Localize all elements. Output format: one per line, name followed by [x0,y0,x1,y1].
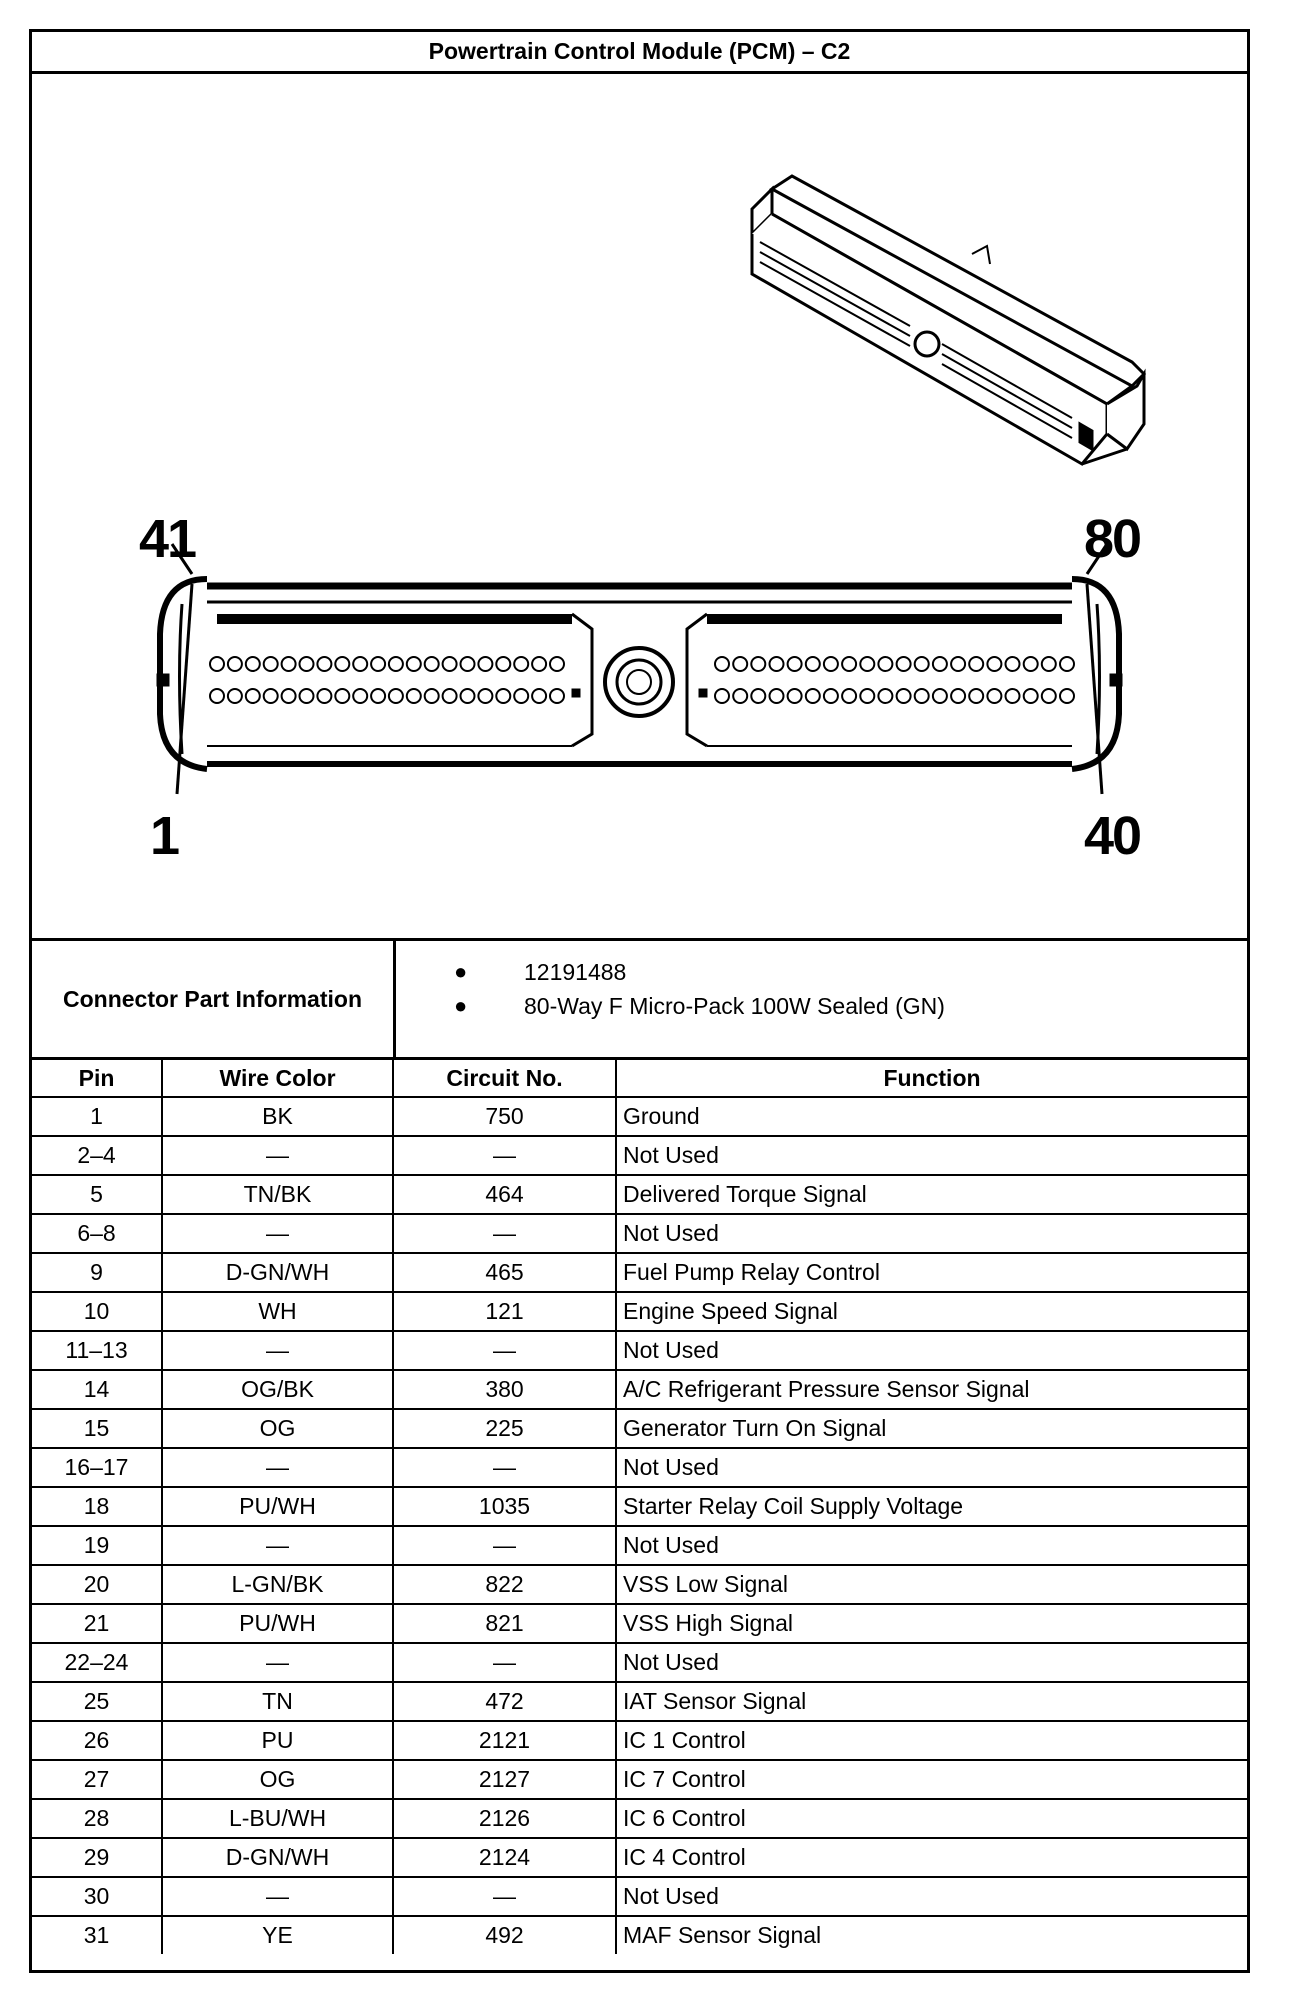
cell-pin: 15 [32,1409,162,1448]
pin-hole [210,689,224,703]
cell-function: Not Used [616,1448,1247,1487]
pin-hole [532,657,546,671]
pin-hole [461,657,475,671]
cell-wire-color: TN/BK [162,1175,393,1214]
pin-hole [860,689,874,703]
cell-circuit-no: 225 [393,1409,616,1448]
table-row [32,1487,1247,1526]
pin-hole [514,689,528,703]
cell-function: Not Used [616,1643,1247,1682]
cell-function: MAF Sensor Signal [616,1916,1247,1954]
table-row [32,1604,1247,1643]
pin-hole [228,689,242,703]
pin-hole [335,689,349,703]
pin-hole [550,657,564,671]
table-row [32,1097,1247,1136]
pin-hole [878,689,892,703]
cell-circuit-no: 821 [393,1604,616,1643]
cell-pin: 5 [32,1175,162,1214]
cell-function: IC 4 Control [616,1838,1247,1877]
page-title: Powertrain Control Module (PCM) – C2 [32,32,1247,74]
cell-circuit-no: 465 [393,1253,616,1292]
cell-pin: 21 [32,1604,162,1643]
pin-hole [933,689,947,703]
pin-hole [425,657,439,671]
pin-hole [443,657,457,671]
cell-wire-color: — [162,1214,393,1253]
pin-hole [842,657,856,671]
pin-hole [246,657,260,671]
pin-hole [443,689,457,703]
pin-hole [878,657,892,671]
pin-hole [353,657,367,671]
cell-circuit-no: — [393,1136,616,1175]
cell-pin: 29 [32,1838,162,1877]
table-row [32,1760,1247,1799]
table-row [32,1175,1247,1214]
cell-wire-color: L-BU/WH [162,1799,393,1838]
cell-function: Fuel Pump Relay Control [616,1253,1247,1292]
pin-hole [300,689,314,703]
table-row [32,1214,1247,1253]
pin-hole [860,657,874,671]
connector-diagram [32,74,1247,941]
cell-wire-color: D-GN/WH [162,1838,393,1877]
connector-description: 80-Way F Micro-Pack 100W Sealed (GN) [524,992,945,1019]
cell-pin: 16–17 [32,1448,162,1487]
cell-pin: 14 [32,1370,162,1409]
cell-circuit-no: 121 [393,1292,616,1331]
pin-hole [897,657,911,671]
cell-function: Engine Speed Signal [616,1292,1247,1331]
table-row [32,1448,1247,1487]
connector-info-label: Connector Part Information [32,941,396,1057]
cell-pin: 2–4 [32,1136,162,1175]
pin-hole [210,657,224,671]
cell-circuit-no: 2121 [393,1721,616,1760]
pin-hole [969,689,983,703]
cell-function: VSS Low Signal [616,1565,1247,1604]
cell-wire-color: — [162,1877,393,1916]
cell-function: Generator Turn On Signal [616,1409,1247,1448]
pin-hole [264,689,278,703]
connector-drawing [32,74,1247,938]
cell-wire-color: PU/WH [162,1487,393,1526]
pin-hole [1042,657,1056,671]
cell-function: A/C Refrigerant Pressure Sensor Signal [616,1370,1247,1409]
table-row [32,1136,1247,1175]
document-sheet [29,29,1250,1973]
pin-hole [532,689,546,703]
cell-pin: 25 [32,1682,162,1721]
pin-table [32,1060,1247,1954]
table-row [32,1409,1247,1448]
pin-hole [407,657,421,671]
pin-hole [1006,689,1020,703]
pin-holes [210,657,1074,703]
pin-hole [317,657,331,671]
cell-wire-color: YE [162,1916,393,1954]
pin-hole [897,689,911,703]
pin-hole [300,657,314,671]
cell-pin: 22–24 [32,1643,162,1682]
cell-function: IC 6 Control [616,1799,1247,1838]
pin-hole [1006,657,1020,671]
bullet-icon: ● [454,959,468,984]
table-row [32,1799,1247,1838]
cell-circuit-no: 822 [393,1565,616,1604]
pin-hole [1024,689,1038,703]
cell-wire-color: OG/BK [162,1370,393,1409]
cell-function: Not Used [616,1331,1247,1370]
cell-circuit-no: 2124 [393,1838,616,1877]
cell-pin: 19 [32,1526,162,1565]
pin-hole [389,657,403,671]
cell-function: Starter Relay Coil Supply Voltage [616,1487,1247,1526]
cell-circuit-no: — [393,1526,616,1565]
info-item [454,955,1247,989]
pin-hole [317,689,331,703]
pin-hole [514,657,528,671]
table-row [32,1292,1247,1331]
table-row [32,1721,1247,1760]
info-item [454,989,1247,1023]
cell-circuit-no: — [393,1331,616,1370]
cell-pin: 31 [32,1916,162,1954]
pin-hole [770,689,784,703]
cell-wire-color: PU [162,1721,393,1760]
cell-circuit-no: 750 [393,1097,616,1136]
cell-wire-color: TN [162,1682,393,1721]
pin-hole [824,657,838,671]
pin-hole [987,689,1001,703]
pin-hole [1024,657,1038,671]
pin-hole [425,689,439,703]
pin-hole [478,657,492,671]
cell-function: IC 1 Control [616,1721,1247,1760]
cell-wire-color: — [162,1331,393,1370]
pin-hole [282,689,296,703]
pin-hole [371,657,385,671]
pin-hole [806,689,820,703]
table-row [32,1877,1247,1916]
table-header-row [32,1060,1247,1097]
cell-wire-color: D-GN/WH [162,1253,393,1292]
cell-circuit-no: — [393,1448,616,1487]
cell-circuit-no: 1035 [393,1487,616,1526]
cell-wire-color: — [162,1136,393,1175]
table-row [32,1838,1247,1877]
bullet-icon: ● [454,993,468,1018]
pin-hole [407,689,421,703]
cell-wire-color: OG [162,1409,393,1448]
header-circuit-no: Circuit No. [393,1060,616,1097]
cell-function: IC 7 Control [616,1760,1247,1799]
cell-pin: 18 [32,1487,162,1526]
pin-hole [715,657,729,671]
cell-wire-color: PU/WH [162,1604,393,1643]
pin-hole [550,689,564,703]
pin-hole [751,689,765,703]
pin-hole [1042,689,1056,703]
connector-3d-illustration [752,176,1144,464]
cell-pin: 27 [32,1760,162,1799]
pin-hole [842,689,856,703]
pin-hole [353,689,367,703]
cell-wire-color: OG [162,1760,393,1799]
cell-wire-color: BK [162,1097,393,1136]
cell-wire-color: WH [162,1292,393,1331]
table-row [32,1565,1247,1604]
pin-hole [770,657,784,671]
pin-hole [246,689,260,703]
cell-pin: 6–8 [32,1214,162,1253]
table-row [32,1643,1247,1682]
cell-circuit-no: 472 [393,1682,616,1721]
pin-hole [933,657,947,671]
cell-circuit-no: — [393,1643,616,1682]
part-number: 12191488 [524,958,627,985]
table-row [32,1682,1247,1721]
pin-hole [733,657,747,671]
cell-circuit-no: — [393,1877,616,1916]
cell-pin: 10 [32,1292,162,1331]
cell-circuit-no: 2127 [393,1760,616,1799]
pin-hole [824,689,838,703]
cell-pin: 1 [32,1097,162,1136]
header-function: Function [616,1060,1247,1097]
cell-function: Delivered Torque Signal [616,1175,1247,1214]
cell-circuit-no: 2126 [393,1799,616,1838]
cell-function: VSS High Signal [616,1604,1247,1643]
cell-circuit-no: 380 [393,1370,616,1409]
pin-hole [335,657,349,671]
pin-hole [1060,657,1074,671]
pin-hole [371,689,385,703]
cell-function: IAT Sensor Signal [616,1682,1247,1721]
cell-wire-color: — [162,1526,393,1565]
pin-hole [715,689,729,703]
cell-wire-color: — [162,1643,393,1682]
pin-hole [987,657,1001,671]
pin-hole [264,657,278,671]
cell-pin: 30 [32,1877,162,1916]
pin-hole [478,689,492,703]
cell-pin: 20 [32,1565,162,1604]
pin-hole [228,657,242,671]
pin-label-40: 40 [1084,806,1141,866]
cell-circuit-no: 492 [393,1916,616,1954]
cell-circuit-no: 464 [393,1175,616,1214]
pin-hole [282,657,296,671]
header-pin: Pin [32,1060,162,1097]
cell-pin: 26 [32,1721,162,1760]
cell-function: Not Used [616,1877,1247,1916]
pin-hole [969,657,983,671]
pin-hole [788,689,802,703]
cell-function: Ground [616,1097,1247,1136]
table-row [32,1331,1247,1370]
pin-hole [461,689,475,703]
pin-label-1: 1 [150,806,179,866]
pin-hole [1060,689,1074,703]
header-wire-color: Wire Color [162,1060,393,1097]
pin-hole [496,689,510,703]
pin-hole [389,689,403,703]
pin-hole [951,657,965,671]
pin-hole [951,689,965,703]
pin-hole [751,657,765,671]
cell-pin: 11–13 [32,1331,162,1370]
cell-function: Not Used [616,1214,1247,1253]
pin-hole [496,657,510,671]
cell-wire-color: L-GN/BK [162,1565,393,1604]
pin-hole [733,689,747,703]
pin-hole [915,689,929,703]
connector-info-list [396,941,1247,1057]
cell-function: Not Used [616,1136,1247,1175]
cell-pin: 28 [32,1799,162,1838]
cell-wire-color: — [162,1448,393,1487]
connector-part-info [32,941,1247,1060]
cell-function: Not Used [616,1526,1247,1565]
table-row [32,1370,1247,1409]
pin-label-80: 80 [1084,509,1141,569]
cell-circuit-no: — [393,1214,616,1253]
table-row [32,1916,1247,1954]
pin-label-41: 41 [139,509,196,569]
pin-hole [788,657,802,671]
pin-hole [806,657,820,671]
cell-pin: 9 [32,1253,162,1292]
pin-hole [915,657,929,671]
table-row [32,1526,1247,1565]
table-row [32,1253,1247,1292]
